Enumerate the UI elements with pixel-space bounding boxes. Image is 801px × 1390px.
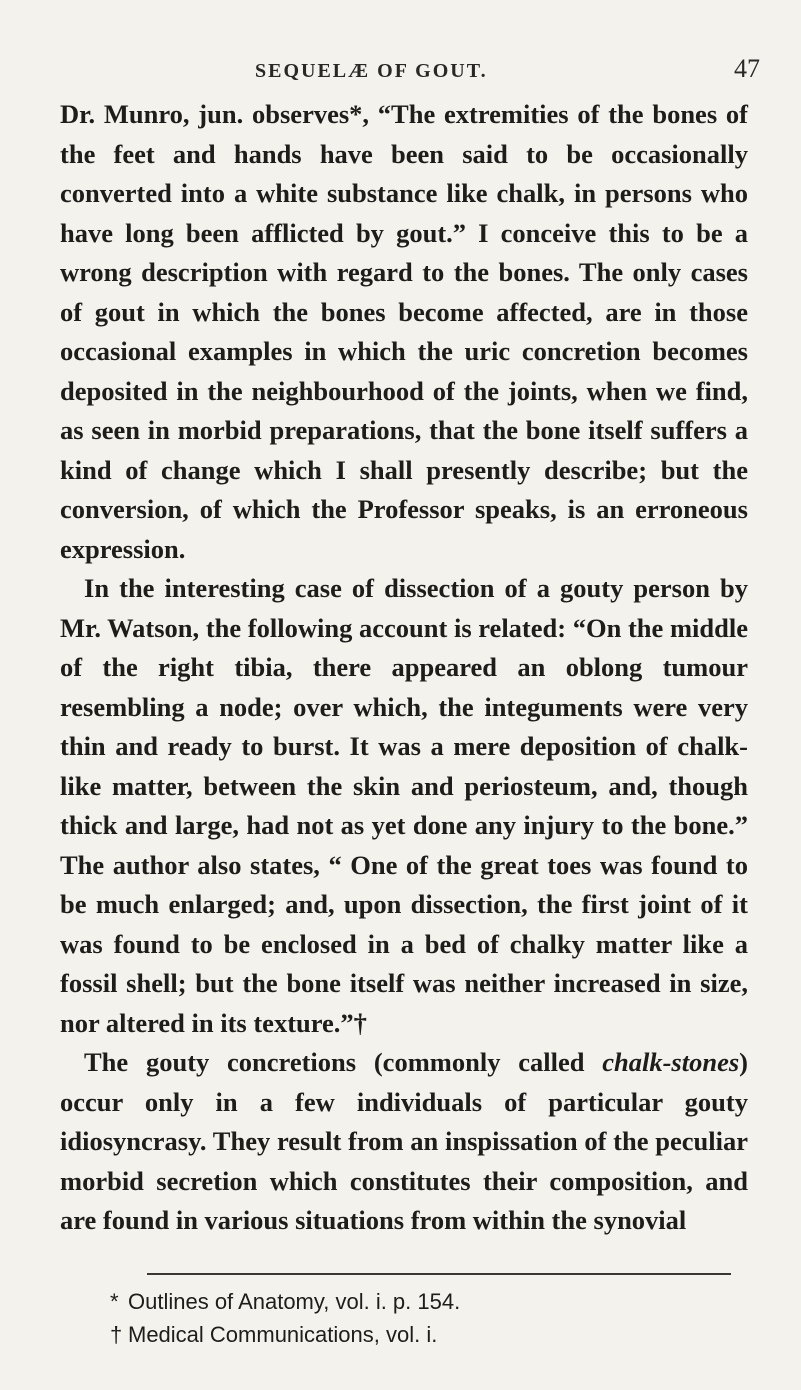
emphasized-term: chalk-stones [602, 1047, 740, 1077]
body-text [60, 95, 748, 1241]
paragraph-text: ) occur only in a few individuals of particular gouty idiosyncrasy. They result from an inspissation of the peculiar morbid secretion which constitutes their composition, and are found in various situations from within the synovial [60, 1047, 748, 1235]
paragraph: In the interesting case of dissection of a gouty person by Mr. Watson, the following account is related: “On the middle of the right tibia, there appeared an oblong tumour resembling a node; over which, the integuments were very thin and ready to burst. It was a mere deposition of chalk-like matter, between the skin and periosteum, and, though thick and large, had not as yet done any injury to the bone.” The author also states, “ One of the great toes was found to be much enlarged; and, upon dissection, the first joint of it was found to be enclosed in a bed of chalky matter like a fossil shell; but the bone itself was neither increased in size, nor altered in its texture.”† [60, 573, 748, 1038]
footnote [60, 1318, 748, 1351]
footnotes [60, 1285, 748, 1351]
paragraph: Dr. Munro, jun. observes*, “The extremities of the bones of the feet and hands have been said to be occasionally converted into a white substance like chalk, in persons who have long been afflicted by gout.” I conceive this to be a wrong description with regard to the bones. The only cases of gout in which the bones become affected, are in those occasional examples in which the uric concretion becomes deposited in the neighbourhood of the joints, when we find, as seen in morbid preparations, that the bone itself suffers a kind of change which I shall presently describe; but the conversion, of which the Professor speaks, is an erroneous expression. [60, 99, 748, 564]
paragraph-text: The gouty concretions (commonly called [84, 1047, 603, 1077]
page-number: 47 [734, 54, 760, 83]
footnote [60, 1285, 748, 1318]
footnote-divider [147, 1273, 731, 1275]
footnote-mark: † [110, 1322, 123, 1347]
footnote-text: Medical Communications, vol. i. [128, 1322, 438, 1347]
footnote-mark: * [110, 1289, 119, 1314]
running-head [60, 54, 760, 90]
paragraph [60, 1043, 748, 1241]
running-title: SEQUELÆ OF GOUT. [255, 60, 488, 82]
footnote-text: Outlines of Anatomy, vol. i. p. 154. [128, 1289, 461, 1314]
